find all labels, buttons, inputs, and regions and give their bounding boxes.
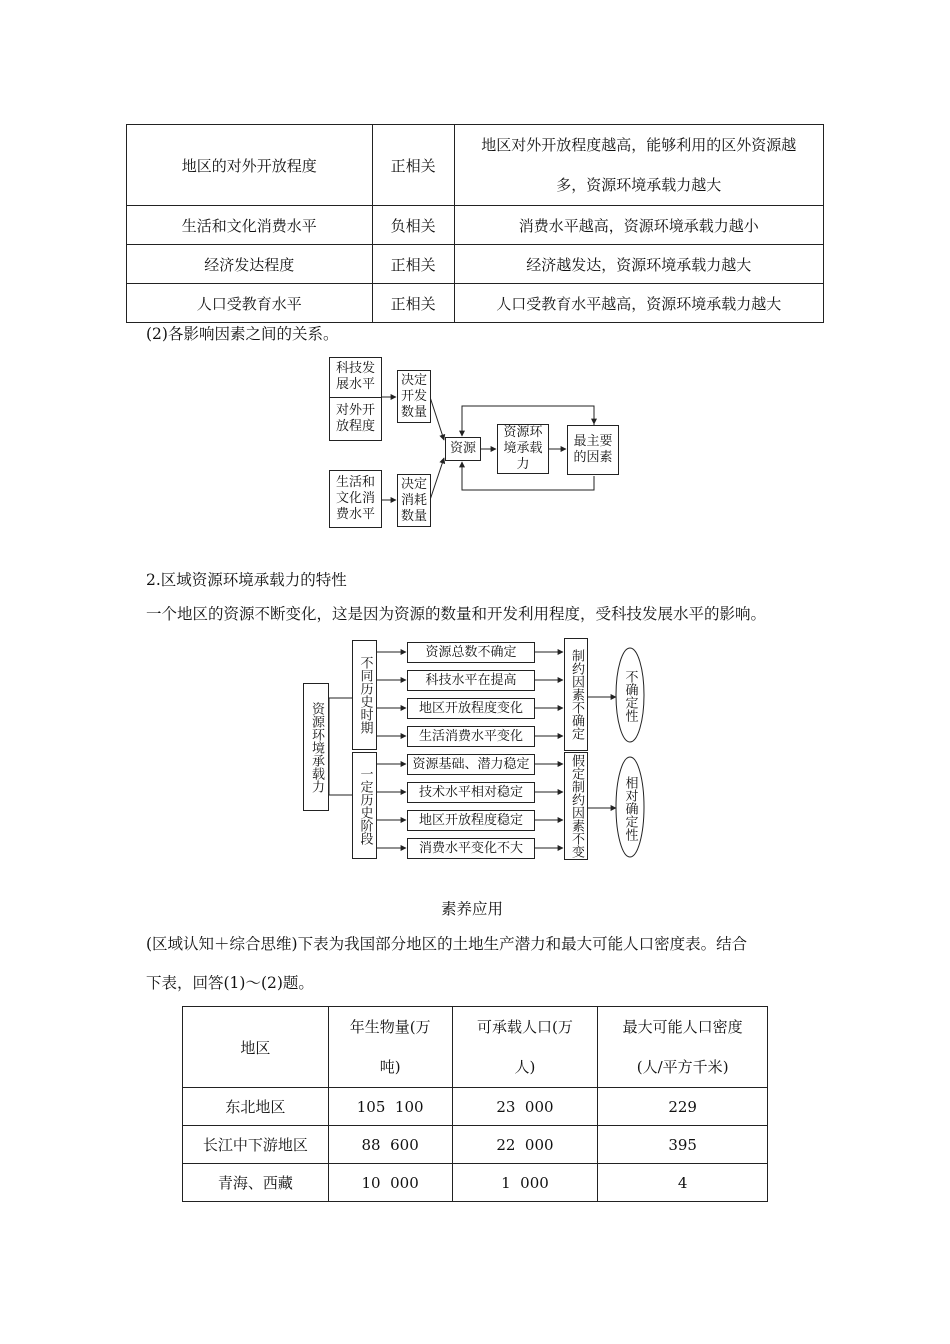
header-text: 地区 — [240, 1038, 271, 1057]
table-cell: 人口受教育水平越高，资源环境承载力越大 — [454, 284, 823, 323]
cell-line: 地区对外开放程度越高，能够利用的区外资源越 — [481, 136, 797, 154]
table-cell: 经济越发达，资源环境承载力越大 — [454, 245, 823, 284]
header-text: (人/平方千米) — [636, 1058, 729, 1076]
openness-node: 对外开放程度 — [336, 402, 376, 434]
table-cell: 1 000 — [452, 1164, 598, 1202]
question-text: (区域认知＋综合思维)下表为我国部分地区的土地生产潜力和最大可能人口密度表。结合 — [146, 935, 748, 953]
period-a-node: 不同历史时期 — [352, 640, 377, 750]
table-header-cell — [598, 1007, 768, 1088]
table-cell: 10 000 — [328, 1164, 452, 1202]
root-node: 资源环境承载力 — [303, 683, 329, 811]
cell-line: 多，资源环境承载力越大 — [556, 176, 722, 194]
table-cell: 消费水平越高，资源环境承载力越小 — [454, 206, 823, 245]
factor-item-node: 地区开放程度变化 — [407, 698, 535, 719]
result-b-node: 相对确定性 — [622, 775, 638, 841]
result-a-node: 不确定性 — [622, 670, 638, 722]
table-header-cell — [452, 1007, 598, 1088]
table-cell: 395 — [598, 1126, 768, 1164]
table-header-row — [183, 1007, 768, 1088]
factor-item-node: 生活消费水平变化 — [407, 726, 535, 747]
table-cell: 负相关 — [372, 206, 454, 245]
decide-dev-node: 决定开发数量 — [397, 370, 431, 423]
table-cell: 正相关 — [372, 125, 454, 206]
table-cell: 22 000 — [452, 1126, 598, 1164]
table-cell: 正相关 — [372, 284, 454, 323]
table-cell: 4 — [598, 1164, 768, 1202]
factor-item-node: 地区开放程度稳定 — [407, 810, 535, 831]
table-row — [183, 1126, 768, 1164]
paragraph: 一个地区的资源不断变化，这是因为资源的数量和开发利用程度，受科技发展水平的影响。 — [146, 605, 767, 623]
table-cell: 经济发达程度 — [127, 245, 373, 284]
section-heading: 2.区域资源环境承载力的特性 — [146, 571, 347, 589]
factor-item-node: 资源总数不确定 — [407, 642, 535, 663]
header-text: 可承载人口(万 — [477, 1018, 573, 1036]
factor-item-node: 技术水平相对稳定 — [407, 782, 535, 803]
table-cell: 青海、西藏 — [183, 1164, 329, 1202]
population-table — [182, 1006, 768, 1202]
constraint-b-node: 假定制约因素不变 — [564, 752, 588, 860]
factor-item-node: 资源基础、潜力稳定 — [407, 754, 535, 775]
table-cell: 人口受教育水平 — [127, 284, 373, 323]
factor-item-node: 科技水平在提高 — [407, 670, 535, 691]
period-b-node: 一定历史阶段 — [352, 752, 377, 859]
header-text: 最大可能人口密度 — [622, 1018, 743, 1036]
table-header-cell — [183, 1007, 329, 1088]
question-text: 下表，回答(1)～(2)题。 — [146, 974, 314, 992]
table-cell: 东北地区 — [183, 1088, 329, 1126]
capacity-node: 资源环境承载力 — [497, 424, 549, 474]
header-text: 吨) — [379, 1058, 401, 1076]
tech-level-node: 科技发展水平 — [330, 358, 381, 398]
table-cell: 生活和文化消费水平 — [127, 206, 373, 245]
header-text: 人) — [514, 1058, 536, 1076]
table-row — [183, 1164, 768, 1202]
table-row — [183, 1088, 768, 1126]
table-cell: 正相关 — [372, 245, 454, 284]
table-cell: 105 100 — [328, 1088, 452, 1126]
table-cell: 23 000 — [452, 1088, 598, 1126]
constraint-a-node: 制约因素不确定 — [564, 638, 588, 751]
main-factor-node: 最主要的因素 — [567, 425, 619, 475]
factor-item-node: 消费水平变化不大 — [407, 838, 535, 859]
header-text: 年生物量(万 — [349, 1018, 431, 1036]
decide-cons-node: 决定消耗数量 — [397, 474, 431, 527]
consumption-node: 生活和文化消费水平 — [329, 470, 382, 528]
resource-node: 资源 — [445, 437, 481, 461]
section-subtitle: 素养应用 — [441, 900, 504, 918]
table-header-cell — [328, 1007, 452, 1088]
table-cell: 88 600 — [328, 1126, 452, 1164]
table-cell: 长江中下游地区 — [183, 1126, 329, 1164]
table-cell: 地区的对外开放程度 — [127, 125, 373, 206]
subsection-label: (2)各影响因素之间的关系。 — [146, 325, 339, 343]
table-cell: 229 — [598, 1088, 768, 1126]
